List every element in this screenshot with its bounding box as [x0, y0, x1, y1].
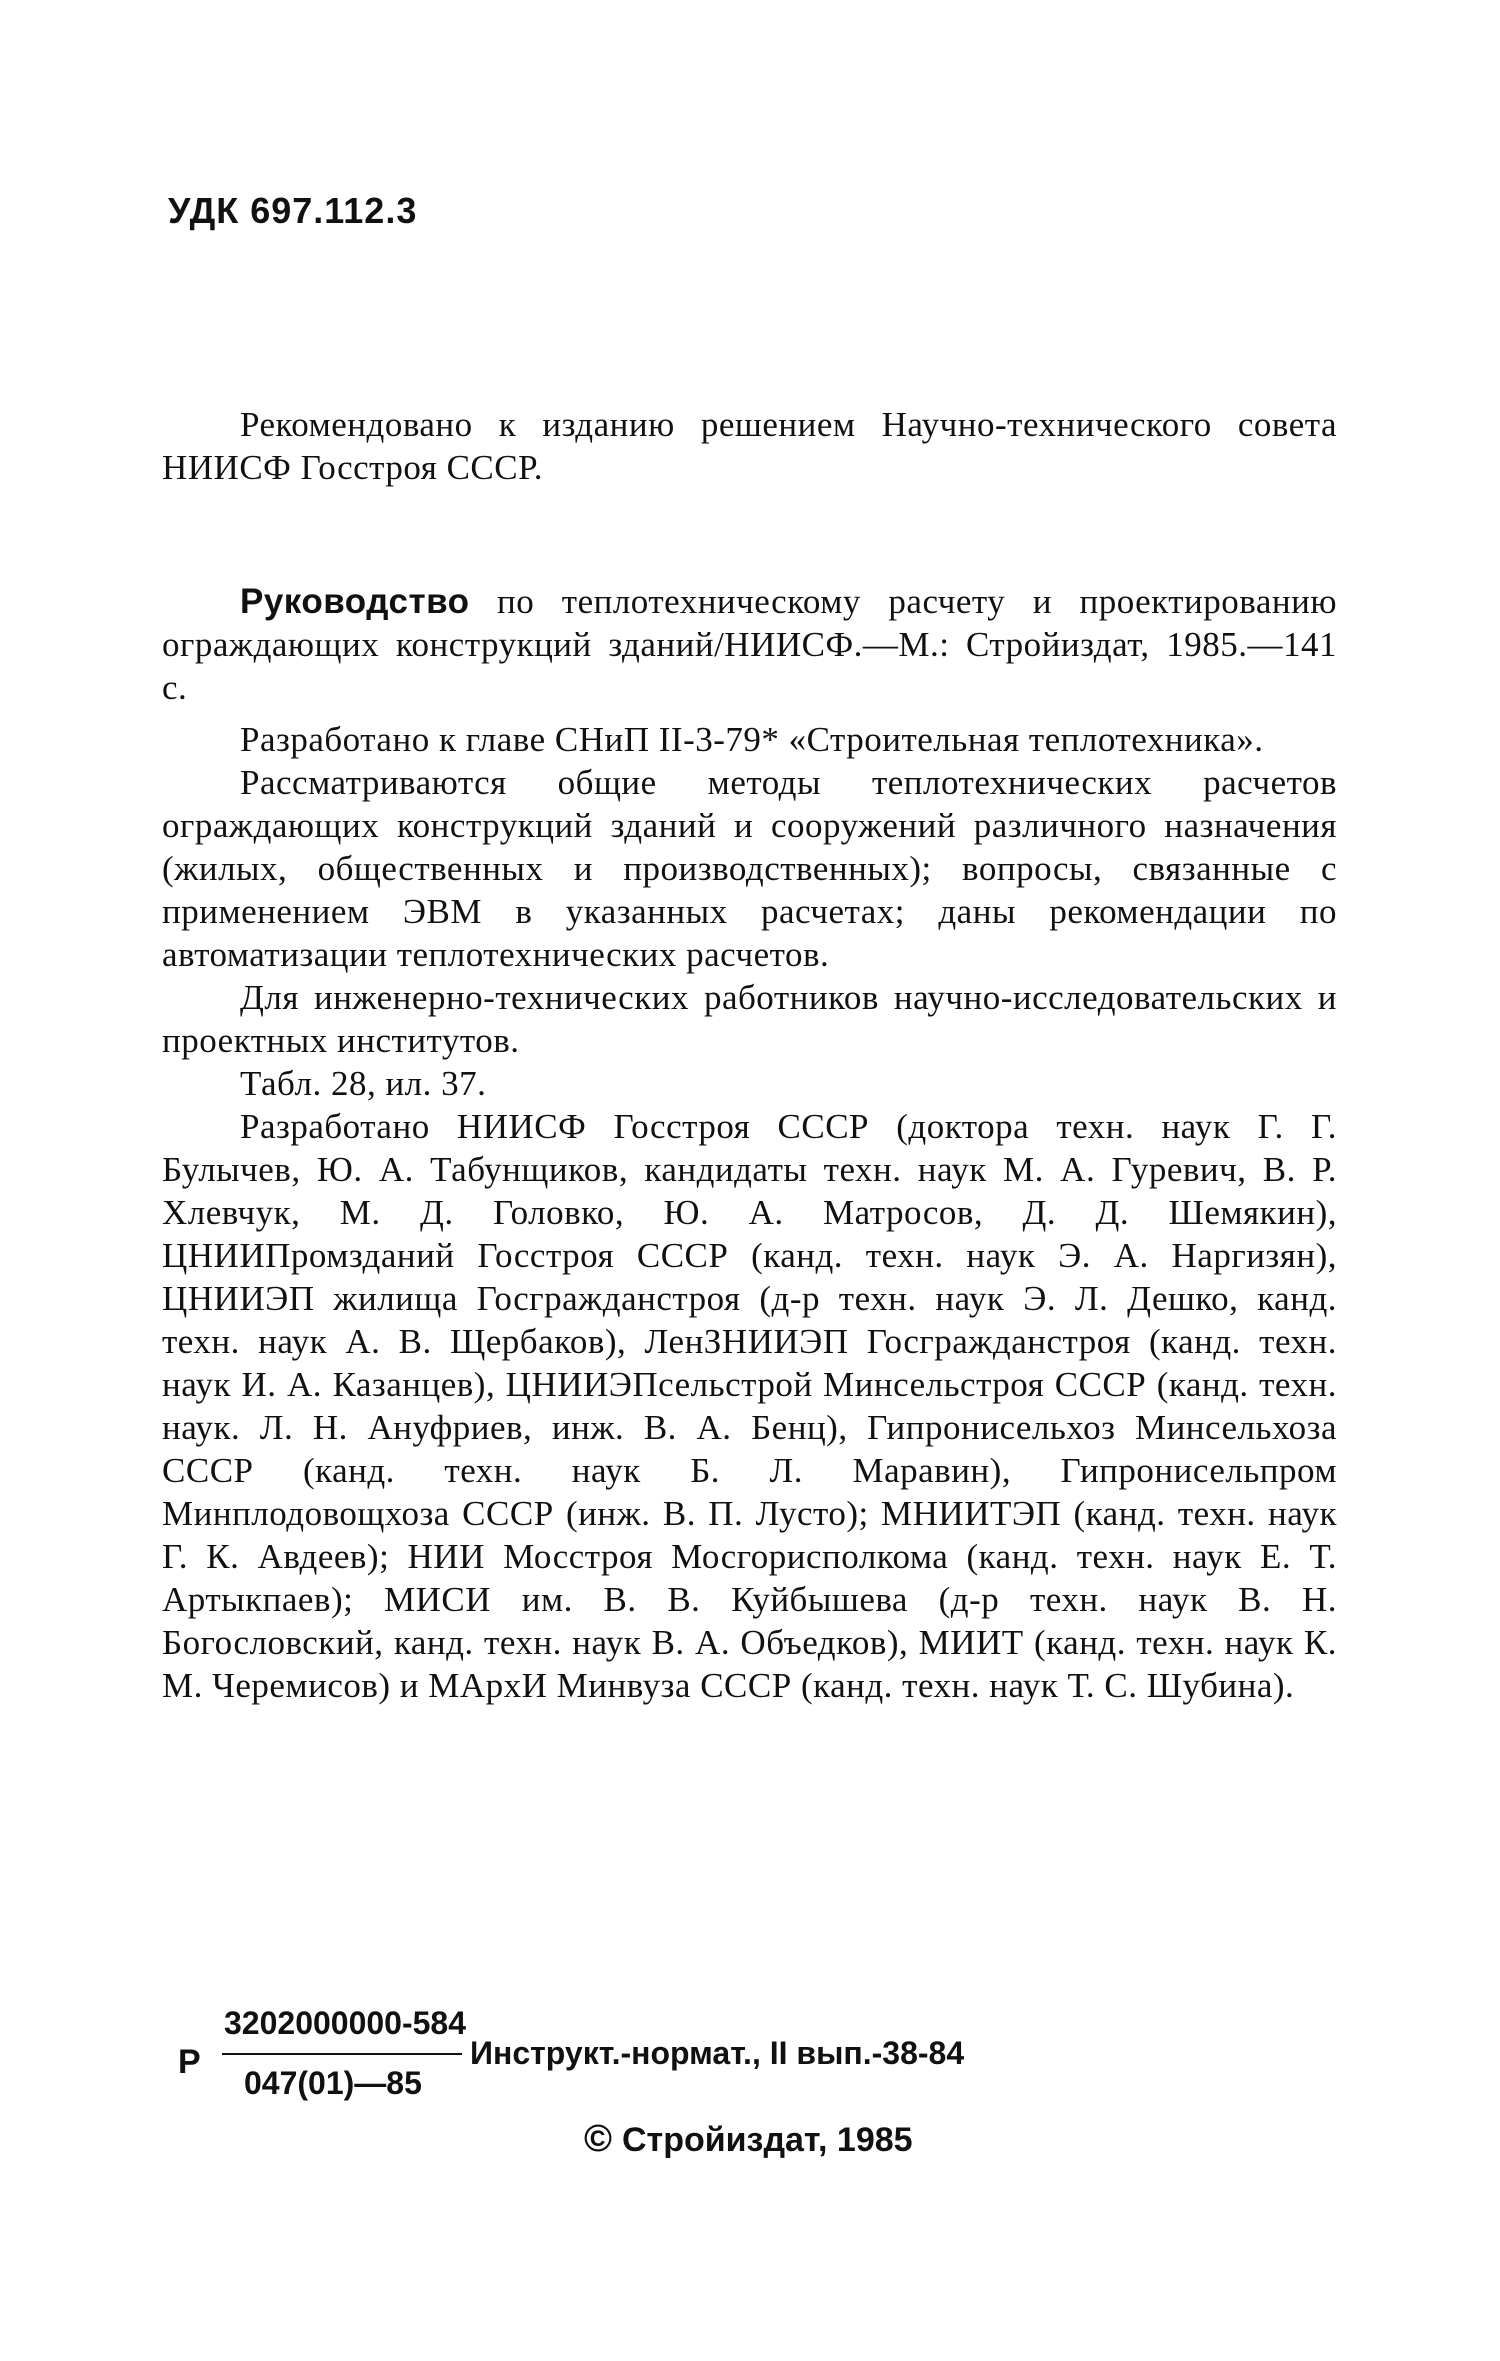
annotation-paragraph-2: Рассматриваются общие методы теплотехнических расчетов ограждающих конструкций зданий и сооружений различного назначения (жилых, общественных и производственных); вопросы, связанные с применением ЭВМ в указанных расчетах; даны рекомендации по автоматизации теплотехнических расчетов.: [162, 763, 1337, 974]
bibliographic-record: [162, 580, 1337, 709]
recommendation-note: [162, 403, 1337, 489]
copyright-line: [584, 2118, 913, 2161]
copyright-icon: ©: [584, 2118, 612, 2160]
bibliographic-entry: [162, 580, 1337, 709]
annotation-paragraph-3: Для инженерно-технических работников научно-исследовательских и проектных институтов.: [162, 978, 1337, 1060]
fraction-line: [222, 2053, 462, 2055]
annotation-paragraph-4: Табл. 28, ил. 37.: [240, 1064, 487, 1103]
bibliographic-title: Руководство: [240, 582, 470, 621]
recommendation-text: Рекомендовано к изданию решением Научно-технического совета НИИСФ Госстроя СССР.: [162, 405, 1337, 487]
copyright-text: Стройиздат, 1985: [622, 2121, 913, 2159]
annotation: [162, 718, 1337, 1707]
index-letter: Р: [178, 2043, 201, 2081]
udk-code: УДК 697.112.3: [168, 190, 418, 231]
index-denominator: 047(01)—85: [244, 2065, 422, 2101]
bibliographic-details: по теплотехническому расчету и проектированию ограждающих конструкций зданий/НИИСФ.—М.: Стройиздат, 1985.—141 с.: [162, 582, 1337, 707]
series-info: Инструкт.-нормат., II вып.-38-84: [470, 2035, 965, 2071]
annotation-paragraph-1: Разработано к главе СНиП II-3-79* «Строительная теплотехника».: [240, 720, 1264, 759]
annotation-paragraph-5: Разработано НИИСФ Госстроя СССР (доктора техн. наук Г. Г. Булычев, Ю. А. Табунщиков, кандидаты техн. наук М. А. Гуревич, В. Р. Хлевчук, М. Д. Головко, Ю. А. Матросов, Д. Д. Шемякин), ЦНИИПромзданий Госстроя СССР (канд. техн. наук Э. А. Наргизян), ЦНИИЭП жилища Госгражданстроя (д-р техн. наук Э. Л. Дешко, канд. техн. наук А. В. Щербаков), ЛенЗНИИЭП Госгражданстроя (канд. техн. наук И. А. Казанцев), ЦНИИЭПсельстрой Минсельстроя СССР (канд. техн. наук. Л. Н. Ануфриев, инж. В. А. Бенц), Гипронисельхоз Минсельхоза СССР (канд. техн. наук Б. Л. Маравин), Гипронисельпром Минплодовощхоза СССР (инж. В. П. Лусто); МНИИТЭП (канд. техн. наук Г. К. Авдеев); НИИ Мосстроя Мосгорисполкома (канд. техн. наук Е. Т. Артыкпаев); МИСИ им. В. В. Куйбышева (д-р техн. наук В. Н. Богословский, канд. техн. наук В. А. Объедков), МИИТ (канд. техн. наук К. М. Черемисов) и МАрхИ Минвуза СССР (канд. техн. наук Т. С. Шубина).: [162, 1107, 1337, 1705]
index-numerator: 3202000000-584: [224, 2005, 467, 2041]
